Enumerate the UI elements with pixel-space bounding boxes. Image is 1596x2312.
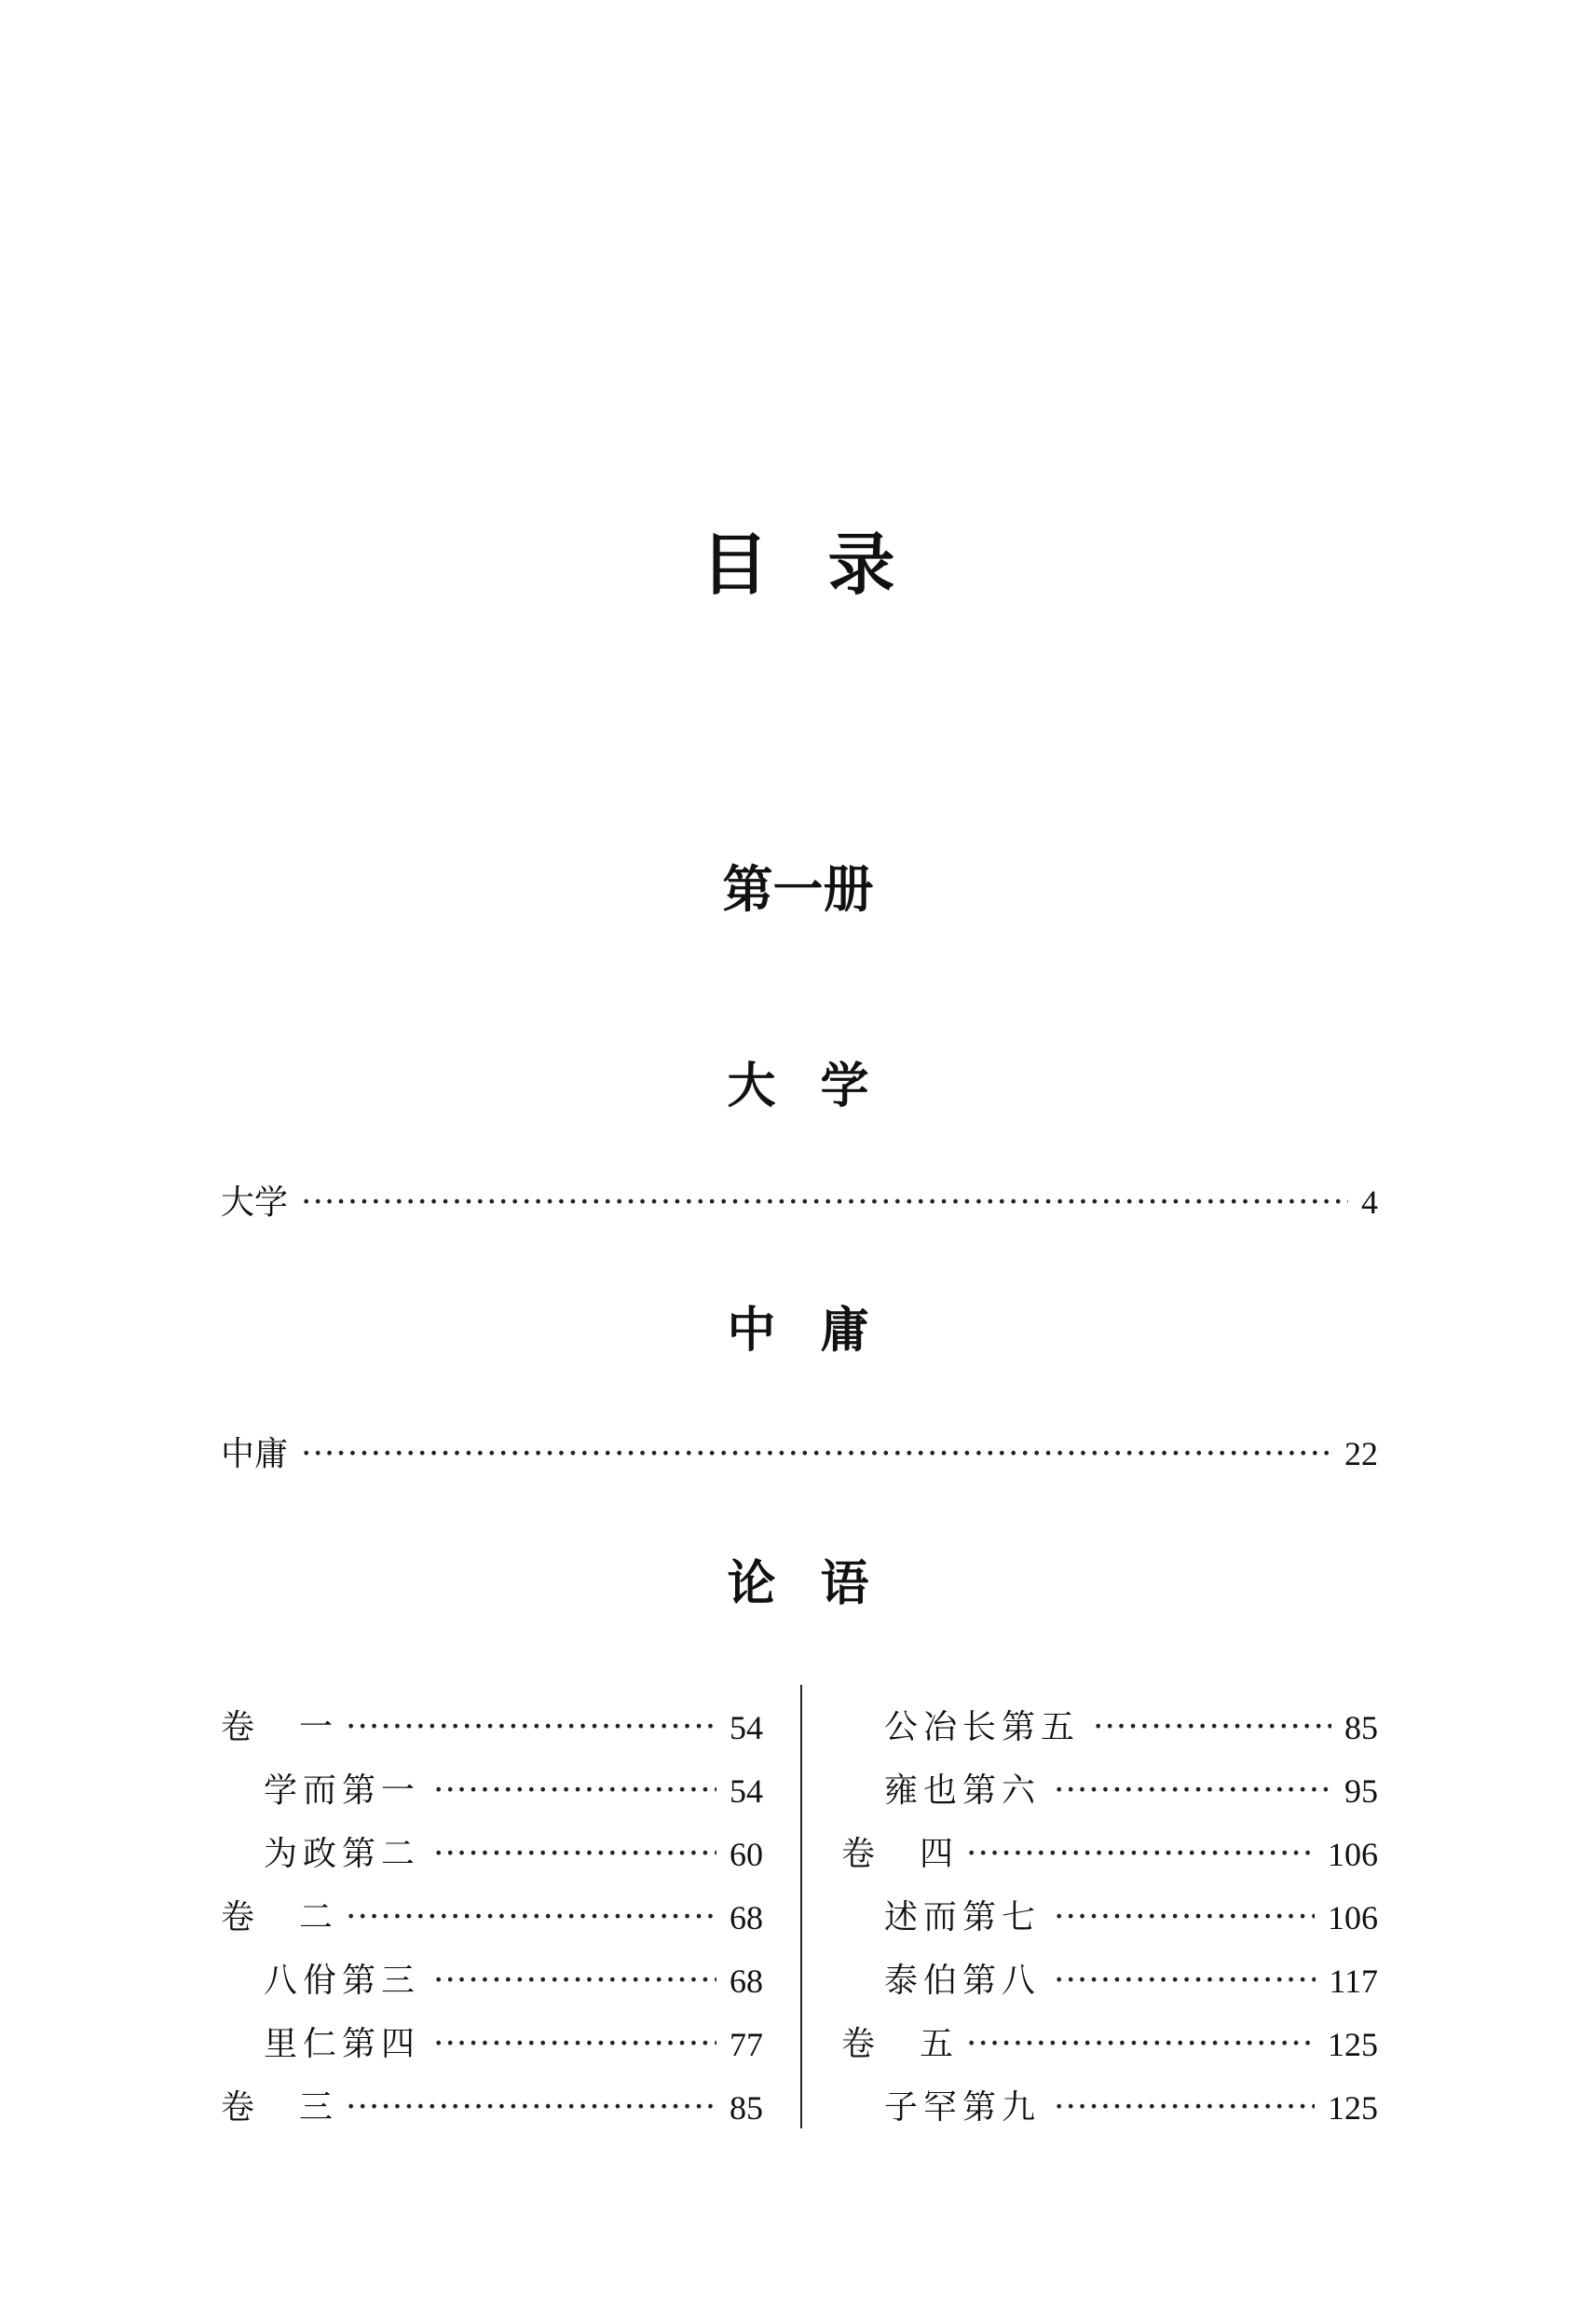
toc-entry-page: 54 xyxy=(730,1772,763,1810)
toc-entry-juan-2[interactable] xyxy=(221,1886,763,1949)
toc-entry-page: 22 xyxy=(1344,1435,1378,1472)
toc-entry-label: 述而第七 xyxy=(884,1898,1042,1936)
toc-entry-label: 卷 二 xyxy=(221,1898,334,1936)
toc-entry-label: 大学 xyxy=(221,1183,289,1222)
toc-entry-juan-3[interactable] xyxy=(221,2076,763,2140)
leader-dots xyxy=(433,1838,716,1871)
toc-entry-juan-4[interactable] xyxy=(841,1823,1378,1886)
section-heading-daxue: 大学 xyxy=(727,1059,914,1115)
leader-dots xyxy=(433,1964,716,1998)
toc-entry-label: 卷 一 xyxy=(221,1708,334,1746)
toc-entry-yongye[interactable] xyxy=(841,1759,1378,1823)
toc-entry-liren[interactable] xyxy=(221,2013,763,2076)
leader-dots xyxy=(966,1838,1315,1871)
column-divider xyxy=(800,1685,802,2128)
toc-entry-gongyechang[interactable] xyxy=(841,1696,1378,1759)
volume-title: 第一册 xyxy=(722,860,874,919)
section-heading-zhongyong: 中庸 xyxy=(727,1303,914,1359)
section-heading-lunyu: 论语 xyxy=(727,1556,914,1612)
toc-entry-juan-5[interactable] xyxy=(841,2013,1378,2076)
toc-entry-page: 68 xyxy=(730,1963,763,2000)
toc-entry-page: 85 xyxy=(730,2089,763,2127)
leader-dots xyxy=(1054,1901,1315,1935)
page-title: 目录 xyxy=(701,526,955,604)
toc-entry-label: 子罕第九 xyxy=(884,2088,1042,2127)
toc-entry-xueer[interactable] xyxy=(221,1759,763,1823)
leader-dots xyxy=(966,2028,1315,2061)
toc-entry-page: 77 xyxy=(730,2026,763,2063)
leader-dots xyxy=(1093,1711,1331,1744)
leader-dots xyxy=(433,1774,716,1808)
toc-entry-page: 4 xyxy=(1361,1183,1378,1221)
toc-entry-page: 68 xyxy=(730,1899,763,1936)
leader-dots xyxy=(301,1438,1331,1471)
toc-entry-page: 125 xyxy=(1328,2089,1378,2127)
toc-entry-label: 卷 三 xyxy=(221,2088,334,2127)
toc-entry-page: 106 xyxy=(1328,1899,1378,1936)
toc-entry-zihan[interactable] xyxy=(841,2076,1378,2140)
toc-entry-page: 95 xyxy=(1344,1772,1378,1810)
toc-entry-shuer[interactable] xyxy=(841,1886,1378,1949)
toc-entry-label: 学而第一 xyxy=(264,1772,421,1810)
leader-dots xyxy=(1054,2091,1315,2125)
leader-dots xyxy=(346,1901,716,1935)
toc-entry-label: 泰伯第八 xyxy=(884,1962,1042,2000)
toc-entry-label: 卷 五 xyxy=(841,2025,954,2063)
toc-entry-page: 125 xyxy=(1328,2026,1378,2063)
toc-entry-label: 为政第二 xyxy=(264,1835,421,1873)
toc-entry-taibo[interactable] xyxy=(841,1949,1378,2013)
toc-entry-label: 八佾第三 xyxy=(264,1962,421,2000)
toc-entry-zhongyong[interactable] xyxy=(221,1437,1378,1471)
leader-dots xyxy=(433,2028,716,2061)
leader-dots xyxy=(346,2091,716,2125)
toc-entry-page: 54 xyxy=(730,1709,763,1746)
toc-entry-bayi[interactable] xyxy=(221,1949,763,2013)
leader-dots xyxy=(1054,1774,1331,1808)
toc-entry-juan-1[interactable] xyxy=(221,1696,763,1759)
toc-column-right xyxy=(841,1696,1378,2140)
toc-entry-page: 117 xyxy=(1329,1963,1378,2000)
toc-entry-page: 85 xyxy=(1344,1709,1378,1746)
leader-dots xyxy=(1054,1964,1316,1998)
toc-entry-page: 60 xyxy=(730,1836,763,1873)
leader-dots xyxy=(346,1711,716,1744)
toc-entry-label: 中庸 xyxy=(221,1435,289,1473)
toc-entry-label: 卷 四 xyxy=(841,1835,954,1873)
toc-entry-daxue[interactable] xyxy=(221,1185,1378,1220)
toc-entry-weizheng[interactable] xyxy=(221,1823,763,1886)
toc-entry-label: 公冶长第五 xyxy=(884,1708,1081,1746)
toc-entry-label: 里仁第四 xyxy=(264,2025,421,2063)
toc-entry-label: 雍也第六 xyxy=(884,1772,1042,1810)
leader-dots xyxy=(301,1186,1348,1220)
toc-entry-page: 106 xyxy=(1328,1836,1378,1873)
toc-column-left xyxy=(221,1696,763,2140)
